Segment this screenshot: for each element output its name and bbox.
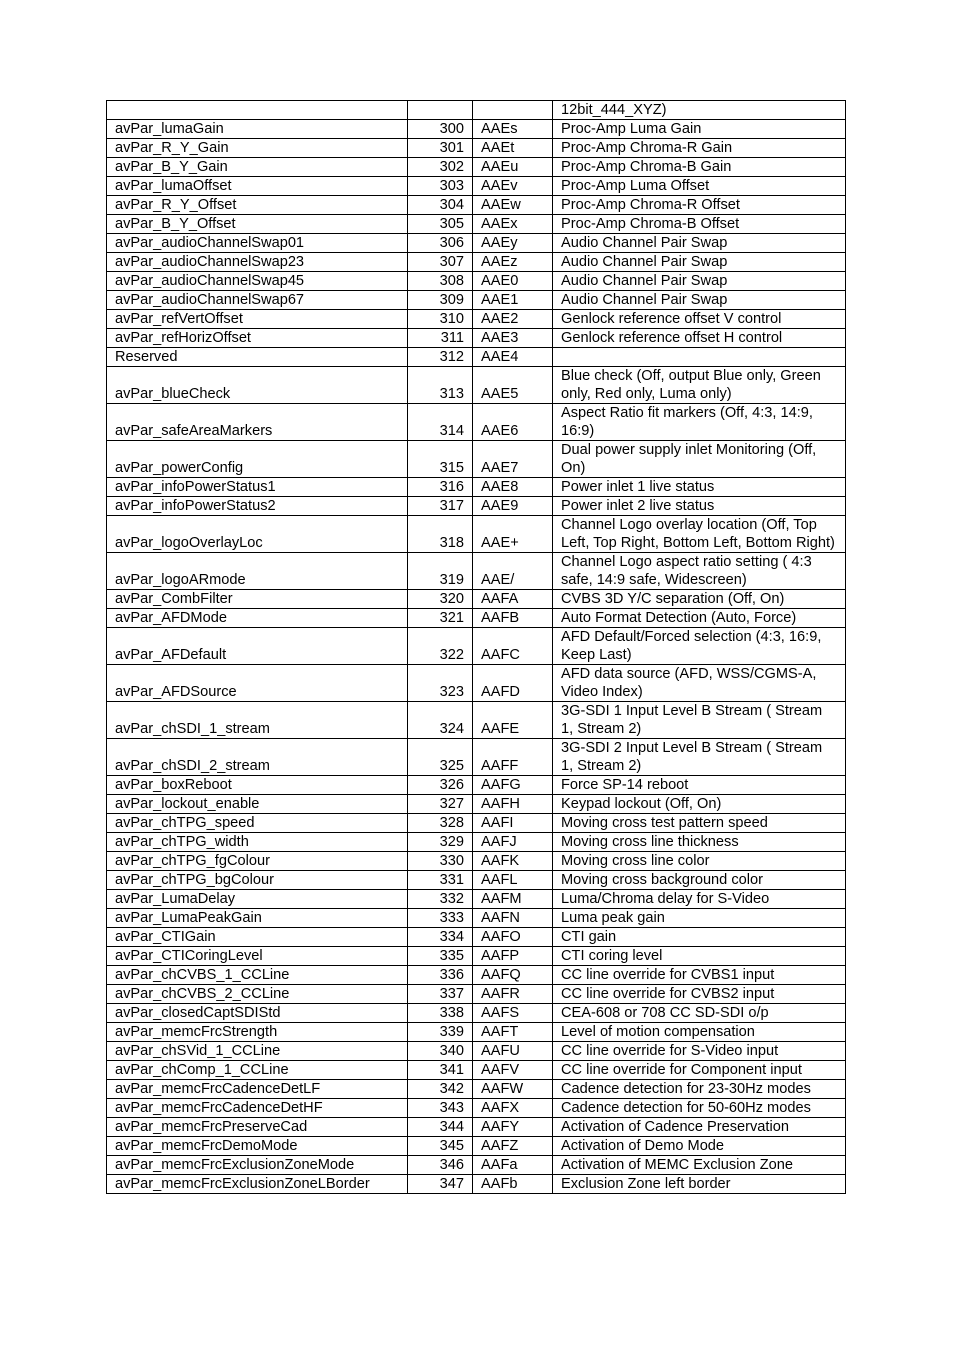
parameter-description-cell: Audio Channel Pair Swap [553, 253, 846, 272]
table-row [107, 367, 846, 404]
parameter-description-cell: Moving cross background color [553, 871, 846, 890]
parameter-code-cell: AAFJ [473, 833, 553, 852]
table-row [107, 1118, 846, 1137]
parameter-number-cell [408, 101, 473, 120]
parameter-description-cell: Genlock reference offset V control [553, 310, 846, 329]
parameter-description-cell: Channel Logo aspect ratio setting ( 4:3 safe, 14:9 safe, Widescreen) [553, 553, 846, 590]
parameter-code-cell: AAE1 [473, 291, 553, 310]
parameter-description-cell: Audio Channel Pair Swap [553, 234, 846, 253]
table-row [107, 291, 846, 310]
parameter-description-cell: Audio Channel Pair Swap [553, 291, 846, 310]
parameter-number-cell: 302 [408, 158, 473, 177]
table-row [107, 101, 846, 120]
parameter-description-cell: Power inlet 1 live status [553, 478, 846, 497]
parameter-code-cell: AAFP [473, 947, 553, 966]
parameter-number-cell: 340 [408, 1042, 473, 1061]
parameter-code-cell: AAFX [473, 1099, 553, 1118]
parameter-name-cell: avPar_memcFrcExclusionZoneLBorder [107, 1175, 408, 1194]
parameter-number-cell: 301 [408, 139, 473, 158]
parameter-number-cell: 343 [408, 1099, 473, 1118]
parameter-name-cell: avPar_infoPowerStatus2 [107, 497, 408, 516]
parameter-description-cell: Activation of Demo Mode [553, 1137, 846, 1156]
parameter-name-cell: avPar_audioChannelSwap67 [107, 291, 408, 310]
parameter-number-cell: 333 [408, 909, 473, 928]
table-row [107, 272, 846, 291]
parameter-name-cell: avPar_audioChannelSwap23 [107, 253, 408, 272]
parameter-description-cell: CTI gain [553, 928, 846, 947]
parameter-number-cell: 314 [408, 404, 473, 441]
parameter-number-cell: 339 [408, 1023, 473, 1042]
parameter-code-cell: AAFR [473, 985, 553, 1004]
parameter-code-cell: AAEy [473, 234, 553, 253]
parameter-code-cell: AAFC [473, 628, 553, 665]
parameter-name-cell: avPar_closedCaptSDIStd [107, 1004, 408, 1023]
parameter-code-cell: AAFF [473, 739, 553, 776]
parameter-name-cell: avPar_chComp_1_CCLine [107, 1061, 408, 1080]
parameter-description-cell: Proc-Amp Chroma-R Offset [553, 196, 846, 215]
parameter-code-cell: AAFZ [473, 1137, 553, 1156]
parameter-code-cell: AAFT [473, 1023, 553, 1042]
parameter-name-cell: avPar_safeAreaMarkers [107, 404, 408, 441]
parameter-description-cell: AFD Default/Forced selection (4:3, 16:9, Keep Last) [553, 628, 846, 665]
table-row [107, 890, 846, 909]
parameter-name-cell: avPar_infoPowerStatus1 [107, 478, 408, 497]
parameter-description-cell: Luma peak gain [553, 909, 846, 928]
parameter-name-cell: avPar_AFDefault [107, 628, 408, 665]
parameter-number-cell: 303 [408, 177, 473, 196]
parameter-code-cell: AAFL [473, 871, 553, 890]
parameter-code-cell: AAE9 [473, 497, 553, 516]
parameter-number-cell: 347 [408, 1175, 473, 1194]
parameter-name-cell: avPar_chTPG_fgColour [107, 852, 408, 871]
parameter-number-cell: 324 [408, 702, 473, 739]
parameter-description-cell: CTI coring level [553, 947, 846, 966]
parameter-number-cell: 316 [408, 478, 473, 497]
table-row [107, 871, 846, 890]
parameter-name-cell: avPar_AFDSource [107, 665, 408, 702]
parameter-description-cell: Proc-Amp Chroma-B Gain [553, 158, 846, 177]
parameter-code-cell: AAE2 [473, 310, 553, 329]
parameter-code-cell: AAEz [473, 253, 553, 272]
table-row [107, 609, 846, 628]
parameter-number-cell: 311 [408, 329, 473, 348]
parameter-number-cell: 318 [408, 516, 473, 553]
parameter-description-cell: 3G-SDI 2 Input Level B Stream ( Stream 1, Stream 2) [553, 739, 846, 776]
parameter-description-cell: Auto Format Detection (Auto, Force) [553, 609, 846, 628]
parameter-code-cell: AAFV [473, 1061, 553, 1080]
parameter-number-cell: 341 [408, 1061, 473, 1080]
parameter-description-cell: Proc-Amp Luma Gain [553, 120, 846, 139]
table-row [107, 1023, 846, 1042]
parameter-description-cell: Exclusion Zone left border [553, 1175, 846, 1194]
parameter-name-cell: avPar_powerConfig [107, 441, 408, 478]
parameter-code-cell: AAFQ [473, 966, 553, 985]
parameter-code-cell: AAFI [473, 814, 553, 833]
table-row [107, 1156, 846, 1175]
parameter-code-cell: AAFN [473, 909, 553, 928]
parameter-code-cell: AAE6 [473, 404, 553, 441]
parameter-description-cell: Cadence detection for 50-60Hz modes [553, 1099, 846, 1118]
parameter-number-cell: 321 [408, 609, 473, 628]
parameter-code-cell: AAEu [473, 158, 553, 177]
parameter-description-cell: Proc-Amp Luma Offset [553, 177, 846, 196]
parameter-code-cell: AAFE [473, 702, 553, 739]
parameter-number-cell: 334 [408, 928, 473, 947]
parameter-code-cell: AAFW [473, 1080, 553, 1099]
parameter-name-cell: avPar_R_Y_Gain [107, 139, 408, 158]
parameter-number-cell: 304 [408, 196, 473, 215]
parameter-code-cell: AAEs [473, 120, 553, 139]
parameter-code-cell: AAFU [473, 1042, 553, 1061]
parameter-code-cell: AAE8 [473, 478, 553, 497]
table-row [107, 120, 846, 139]
parameter-name-cell: avPar_memcFrcExclusionZoneMode [107, 1156, 408, 1175]
parameter-name-cell: Reserved [107, 348, 408, 367]
table-row [107, 852, 846, 871]
parameter-description-cell: Level of motion compensation [553, 1023, 846, 1042]
parameter-number-cell: 342 [408, 1080, 473, 1099]
parameter-code-cell: AAEv [473, 177, 553, 196]
parameter-code-cell: AAEx [473, 215, 553, 234]
parameter-code-cell: AAEt [473, 139, 553, 158]
table-row [107, 833, 846, 852]
parameter-name-cell: avPar_chTPG_width [107, 833, 408, 852]
parameter-number-cell: 325 [408, 739, 473, 776]
parameter-code-cell: AAE0 [473, 272, 553, 291]
parameter-description-cell: Moving cross line color [553, 852, 846, 871]
table-row [107, 665, 846, 702]
parameter-name-cell: avPar_memcFrcPreserveCad [107, 1118, 408, 1137]
parameter-number-cell: 306 [408, 234, 473, 253]
parameter-description-cell: Channel Logo overlay location (Off, Top Left, Top Right, Bottom Left, Bottom Right) [553, 516, 846, 553]
parameter-description-cell: Proc-Amp Chroma-B Offset [553, 215, 846, 234]
parameter-code-cell: AAEw [473, 196, 553, 215]
parameter-code-cell: AAFO [473, 928, 553, 947]
parameter-code-cell: AAFb [473, 1175, 553, 1194]
parameter-number-cell: 310 [408, 310, 473, 329]
parameter-name-cell: avPar_R_Y_Offset [107, 196, 408, 215]
parameter-code-cell [473, 101, 553, 120]
parameter-number-cell: 332 [408, 890, 473, 909]
parameter-description-cell: Moving cross line thickness [553, 833, 846, 852]
parameter-description-cell: Aspect Ratio fit markers (Off, 4:3, 14:9, 16:9) [553, 404, 846, 441]
parameter-number-cell: 313 [408, 367, 473, 404]
parameter-name-cell: avPar_refHorizOffset [107, 329, 408, 348]
parameter-name-cell: avPar_lockout_enable [107, 795, 408, 814]
table-row [107, 1099, 846, 1118]
parameter-code-cell: AAFH [473, 795, 553, 814]
parameter-table [106, 100, 846, 1194]
parameter-name-cell: avPar_audioChannelSwap45 [107, 272, 408, 291]
parameter-name-cell: avPar_chTPG_bgColour [107, 871, 408, 890]
parameter-description-cell: Genlock reference offset H control [553, 329, 846, 348]
parameter-description-cell: Proc-Amp Chroma-R Gain [553, 139, 846, 158]
table-row [107, 776, 846, 795]
parameter-code-cell: AAFB [473, 609, 553, 628]
parameter-name-cell: avPar_refVertOffset [107, 310, 408, 329]
parameter-number-cell: 300 [408, 120, 473, 139]
parameter-description-cell: CEA-608 or 708 CC SD-SDI o/p [553, 1004, 846, 1023]
parameter-code-cell: AAE+ [473, 516, 553, 553]
table-row [107, 814, 846, 833]
parameter-code-cell: AAFA [473, 590, 553, 609]
parameter-name-cell: avPar_chSVid_1_CCLine [107, 1042, 408, 1061]
parameter-number-cell: 335 [408, 947, 473, 966]
parameter-description-cell: CC line override for CVBS2 input [553, 985, 846, 1004]
parameter-number-cell: 331 [408, 871, 473, 890]
parameter-name-cell: avPar_chCVBS_1_CCLine [107, 966, 408, 985]
table-row [107, 253, 846, 272]
table-row [107, 1137, 846, 1156]
parameter-name-cell: avPar_LumaPeakGain [107, 909, 408, 928]
table-row [107, 909, 846, 928]
parameter-name-cell: avPar_chTPG_speed [107, 814, 408, 833]
parameter-name-cell: avPar_blueCheck [107, 367, 408, 404]
parameter-description-cell: Audio Channel Pair Swap [553, 272, 846, 291]
parameter-description-cell: AFD data source (AFD, WSS/CGMS-A, Video Index) [553, 665, 846, 702]
parameter-number-cell: 319 [408, 553, 473, 590]
parameter-name-cell: avPar_memcFrcCadenceDetLF [107, 1080, 408, 1099]
parameter-description-cell: Luma/Chroma delay for S-Video [553, 890, 846, 909]
parameter-description-cell: Cadence detection for 23-30Hz modes [553, 1080, 846, 1099]
table-row [107, 1004, 846, 1023]
parameter-name-cell: avPar_lumaGain [107, 120, 408, 139]
table-row [107, 590, 846, 609]
parameter-name-cell: avPar_logoARmode [107, 553, 408, 590]
table-row [107, 553, 846, 590]
parameter-code-cell: AAE4 [473, 348, 553, 367]
parameter-number-cell: 336 [408, 966, 473, 985]
parameter-number-cell: 309 [408, 291, 473, 310]
parameter-number-cell: 326 [408, 776, 473, 795]
table-row [107, 739, 846, 776]
table-row [107, 1175, 846, 1194]
table-row [107, 139, 846, 158]
parameter-number-cell: 307 [408, 253, 473, 272]
parameter-number-cell: 323 [408, 665, 473, 702]
parameter-number-cell: 327 [408, 795, 473, 814]
parameter-code-cell: AAE3 [473, 329, 553, 348]
table-row [107, 702, 846, 739]
table-row [107, 1080, 846, 1099]
table-row [107, 310, 846, 329]
parameter-name-cell: avPar_audioChannelSwap01 [107, 234, 408, 253]
parameter-code-cell: AAFY [473, 1118, 553, 1137]
parameter-name-cell: avPar_B_Y_Gain [107, 158, 408, 177]
parameter-code-cell: AAFM [473, 890, 553, 909]
parameter-number-cell: 338 [408, 1004, 473, 1023]
table-row [107, 966, 846, 985]
table-row [107, 404, 846, 441]
parameter-name-cell: avPar_CTICoringLevel [107, 947, 408, 966]
table-row [107, 441, 846, 478]
parameter-number-cell: 317 [408, 497, 473, 516]
parameter-name-cell [107, 101, 408, 120]
table-row [107, 196, 846, 215]
parameter-description-cell: Keypad lockout (Off, On) [553, 795, 846, 814]
parameter-description-cell: CC line override for S-Video input [553, 1042, 846, 1061]
parameter-name-cell: avPar_CombFilter [107, 590, 408, 609]
table-row [107, 947, 846, 966]
parameter-table-body [107, 101, 846, 1194]
parameter-number-cell: 320 [408, 590, 473, 609]
table-row [107, 1042, 846, 1061]
parameter-name-cell: avPar_memcFrcStrength [107, 1023, 408, 1042]
parameter-name-cell: avPar_chSDI_1_stream [107, 702, 408, 739]
parameter-number-cell: 328 [408, 814, 473, 833]
parameter-description-cell: 3G-SDI 1 Input Level B Stream ( Stream 1, Stream 2) [553, 702, 846, 739]
parameter-name-cell: avPar_logoOverlayLoc [107, 516, 408, 553]
parameter-name-cell: avPar_boxReboot [107, 776, 408, 795]
parameter-name-cell: avPar_chCVBS_2_CCLine [107, 985, 408, 1004]
table-row [107, 234, 846, 253]
table-row [107, 158, 846, 177]
parameter-code-cell: AAFG [473, 776, 553, 795]
table-row [107, 215, 846, 234]
parameter-code-cell: AAE5 [473, 367, 553, 404]
parameter-name-cell: avPar_CTIGain [107, 928, 408, 947]
parameter-name-cell: avPar_chSDI_2_stream [107, 739, 408, 776]
table-row [107, 329, 846, 348]
parameter-number-cell: 315 [408, 441, 473, 478]
table-row [107, 795, 846, 814]
table-row [107, 985, 846, 1004]
parameter-description-cell: Force SP-14 reboot [553, 776, 846, 795]
parameter-description-cell: Moving cross test pattern speed [553, 814, 846, 833]
parameter-number-cell: 330 [408, 852, 473, 871]
table-row [107, 478, 846, 497]
parameter-name-cell: avPar_B_Y_Offset [107, 215, 408, 234]
parameter-description-cell: Dual power supply inlet Monitoring (Off, On) [553, 441, 846, 478]
parameter-number-cell: 308 [408, 272, 473, 291]
parameter-number-cell: 344 [408, 1118, 473, 1137]
table-row [107, 516, 846, 553]
parameter-code-cell: AAFK [473, 852, 553, 871]
parameter-number-cell: 337 [408, 985, 473, 1004]
parameter-description-cell [553, 348, 846, 367]
parameter-description-cell: Activation of Cadence Preservation [553, 1118, 846, 1137]
parameter-description-cell: Power inlet 2 live status [553, 497, 846, 516]
table-row [107, 628, 846, 665]
table-row [107, 348, 846, 367]
parameter-name-cell: avPar_AFDMode [107, 609, 408, 628]
table-row [107, 1061, 846, 1080]
parameter-description-cell: 12bit_444_XYZ) [553, 101, 846, 120]
table-row [107, 497, 846, 516]
parameter-description-cell: CC line override for Component input [553, 1061, 846, 1080]
parameter-name-cell: avPar_LumaDelay [107, 890, 408, 909]
parameter-number-cell: 346 [408, 1156, 473, 1175]
table-row [107, 928, 846, 947]
parameter-code-cell: AAFD [473, 665, 553, 702]
parameter-code-cell: AAFS [473, 1004, 553, 1023]
parameter-number-cell: 345 [408, 1137, 473, 1156]
parameter-number-cell: 329 [408, 833, 473, 852]
parameter-code-cell: AAE/ [473, 553, 553, 590]
parameter-name-cell: avPar_memcFrcCadenceDetHF [107, 1099, 408, 1118]
parameter-name-cell: avPar_memcFrcDemoMode [107, 1137, 408, 1156]
parameter-description-cell: CC line override for CVBS1 input [553, 966, 846, 985]
parameter-number-cell: 322 [408, 628, 473, 665]
parameter-description-cell: Blue check (Off, output Blue only, Green only, Red only, Luma only) [553, 367, 846, 404]
parameter-name-cell: avPar_lumaOffset [107, 177, 408, 196]
parameter-number-cell: 305 [408, 215, 473, 234]
parameter-code-cell: AAFa [473, 1156, 553, 1175]
parameter-number-cell: 312 [408, 348, 473, 367]
table-row [107, 177, 846, 196]
parameter-description-cell: CVBS 3D Y/C separation (Off, On) [553, 590, 846, 609]
parameter-code-cell: AAE7 [473, 441, 553, 478]
parameter-description-cell: Activation of MEMC Exclusion Zone [553, 1156, 846, 1175]
